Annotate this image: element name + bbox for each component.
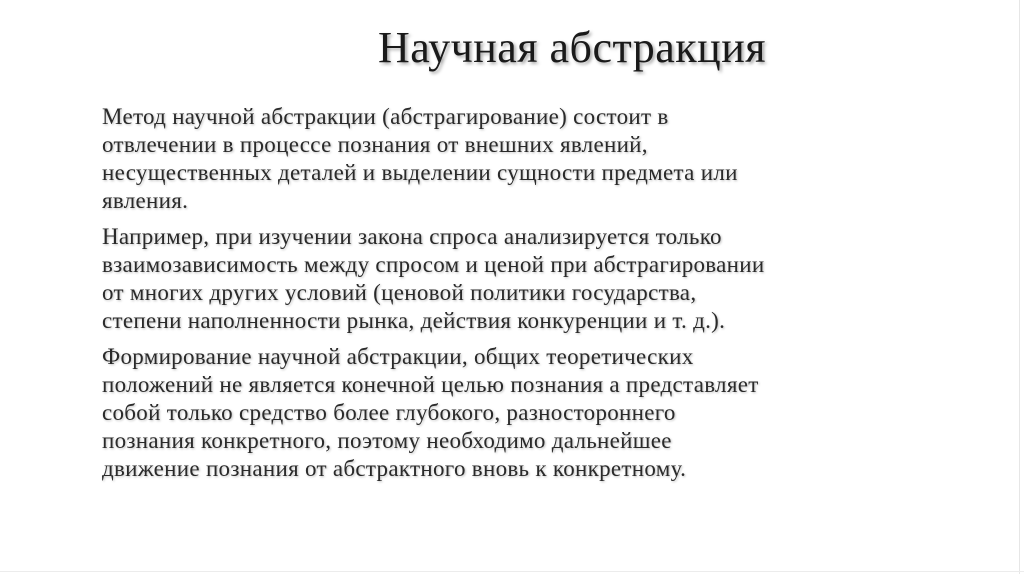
paragraph-example [102,223,982,335]
text-line: несущественных деталей и выделении сущности предмета или [102,160,738,185]
text-line: Формирование научной абстракции, общих теоретических [102,344,694,369]
text-line: отвлечении в процессе познания от внешних явлений, [102,132,648,157]
text-line: Например, при изучении закона спроса анализируется только [102,224,722,249]
text-line: движение познания от абстрактного вновь к конкретному. [102,456,687,481]
text-line: собой только средство более глубокого, разностороннего [102,400,676,425]
text-line: познания конкретного, поэтому необходимо дальнейшее [102,428,672,453]
slide-edge-bottom [0,571,1024,572]
text-line: взаимозависимость между спросом и ценой при абстрагировании [102,252,765,277]
slide-body [102,103,982,491]
text-line: положений не является конечной целью познания а представляет [102,372,759,397]
paragraph-method [102,103,982,215]
text-line: от многих других условий (ценовой политики государства, [102,280,697,305]
text-line: Метод научной абстракции (абстрагирование) состоит в [102,104,669,129]
text-line: степени наполненности рынка, действия конкуренции и т. д.). [102,308,726,333]
paragraph-formation [102,343,982,483]
text-line: явления. [102,188,189,213]
slide-edge-right [1019,0,1020,574]
slide-title: Научная абстракция [378,23,766,72]
